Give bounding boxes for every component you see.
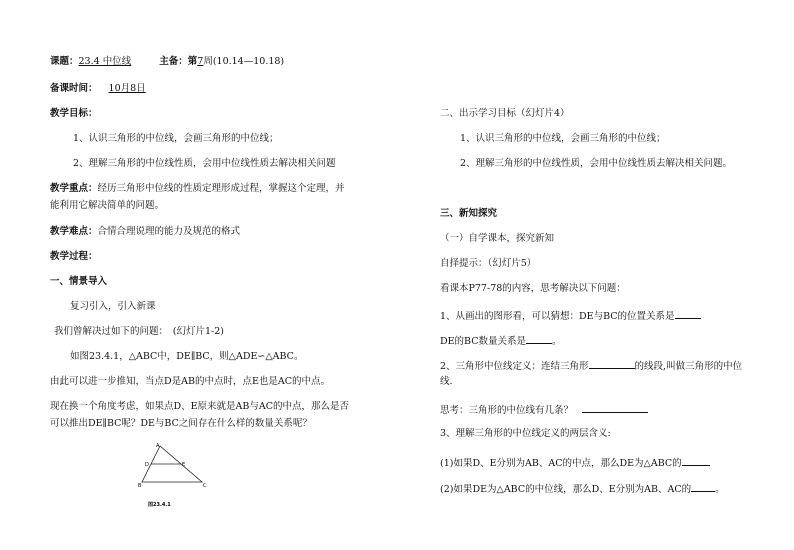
prep-line [50, 83, 146, 95]
q3b-blank[interactable] [691, 481, 715, 492]
goal-2: 2、理解三角形的中位线性质，会用中位线性质去解决相关问题 [73, 158, 336, 169]
question-2-line-1 [440, 358, 742, 373]
label-e: E [182, 462, 186, 468]
think-line [440, 402, 648, 417]
topic-line [50, 56, 284, 68]
q3a-text: (1)如果D、E分别为AB、AC的中点，那么DE为△ABC的 [440, 458, 682, 469]
think-text: 思考：三角形的中位线有几条？ [440, 405, 574, 416]
example-line: 如图23.4.1，△ABC中，DE∥BC，则△ADE∽△ABC。 [70, 351, 304, 362]
hint-line: 自择提示：（幻灯片5） [440, 258, 537, 269]
q3a-blank[interactable] [682, 455, 710, 466]
question-3b [440, 481, 725, 496]
q2-text-b: 的线段,叫做三角形的中位 [634, 361, 743, 372]
key-label: 教学重点： [50, 183, 98, 194]
read-line: 看课本P77-78的内容，思考解决以下问题： [440, 283, 626, 294]
section-2-title: 二、出示学习目标（幻灯片4） [440, 108, 570, 119]
question-1-line-2 [440, 333, 562, 348]
key-line-1: 经历三角形中位线的性质定理形成过程，掌握这个定理，并 [97, 183, 345, 194]
prep-value: 10月8日 [108, 83, 146, 94]
lead-week-suffix: 周(10.14—10.18) [203, 56, 285, 67]
lead-label: 主备：第 [159, 56, 198, 67]
q1-end: 。 [551, 336, 562, 347]
q3b-text: (2)如果DE为△ABC的中位线，那么D、E分别为AB、AC的 [440, 484, 692, 495]
label-d: D [145, 462, 149, 468]
label-b: B [138, 483, 142, 489]
label-a: A [156, 443, 160, 449]
q3b-end: 。 [715, 484, 725, 495]
question-3: 3、理解三角形的中位线定义的两层含义: [440, 428, 611, 439]
question-3a [440, 455, 710, 470]
difficulty-label: 教学难点： [50, 226, 98, 237]
lead-week: 7 [197, 56, 204, 67]
triangle-figure [136, 440, 216, 512]
review-line: 复习引入，引入新课 [70, 301, 156, 312]
q2-text-a: 2、三角形中位线定义：连结三角形 [440, 361, 589, 372]
key-line-2: 能利用它解决简单的问题。 [50, 200, 165, 211]
r-goal-2: 2、理解三角形的中位线性质，会用中位线性质去解决相关问题。 [460, 158, 733, 169]
q1-blank-1[interactable] [675, 308, 701, 319]
sub-section-1: （一）自学课本，探究新知 [440, 233, 555, 244]
topic-value: 23.4 中位线 [78, 56, 132, 67]
angle-line-2: 可以推出DE∥BC呢？DE与BC之间存在什么样的数量关系呢？ [50, 418, 312, 429]
question-1-line-1 [440, 308, 701, 323]
think-blank[interactable] [582, 402, 648, 413]
figure-caption: 图23.4.1 [148, 502, 171, 508]
key-point [50, 183, 345, 195]
q2-blank[interactable] [589, 358, 635, 369]
topic-label: 课题： [50, 56, 79, 67]
process-title: 教学过程： [50, 251, 98, 262]
goals-title: 教学目标： [50, 108, 98, 119]
q1-text: 1、从画出的图形看，可以猜想：DE与BC的位置关系是 [440, 311, 675, 322]
label-c: C [203, 483, 207, 489]
difficulty-value: 合情合理说理的能力及规范的格式 [97, 226, 241, 237]
difficulty [50, 226, 240, 238]
section-3-title: 三、新知探究 [440, 208, 498, 219]
r-goal-1: 1、认识三角形的中位线，会画三角形的中位线； [460, 133, 666, 144]
question-2-line-2: 线. [440, 376, 453, 387]
q1-blank-2[interactable] [526, 333, 552, 344]
section-1-title: 一、情景导入 [50, 276, 108, 287]
prep-label: 备课时间： [50, 83, 98, 94]
goal-1: 1、认识三角形的中位线，会画三角形的中位线； [73, 133, 279, 144]
solved-line: 我们曾解决过如下的问题： (幻灯片1-2) [54, 326, 224, 337]
angle-line-1: 现在换一个角度考虑，如果点D、E原来就是AB与AC的中点，那么是否 [50, 401, 350, 412]
q1-text-2: DE的BC数量关系是 [440, 336, 526, 347]
further-line: 由此可以进一步推知，当点D是AB的中点时，点E也是AC的中点。 [50, 376, 331, 387]
